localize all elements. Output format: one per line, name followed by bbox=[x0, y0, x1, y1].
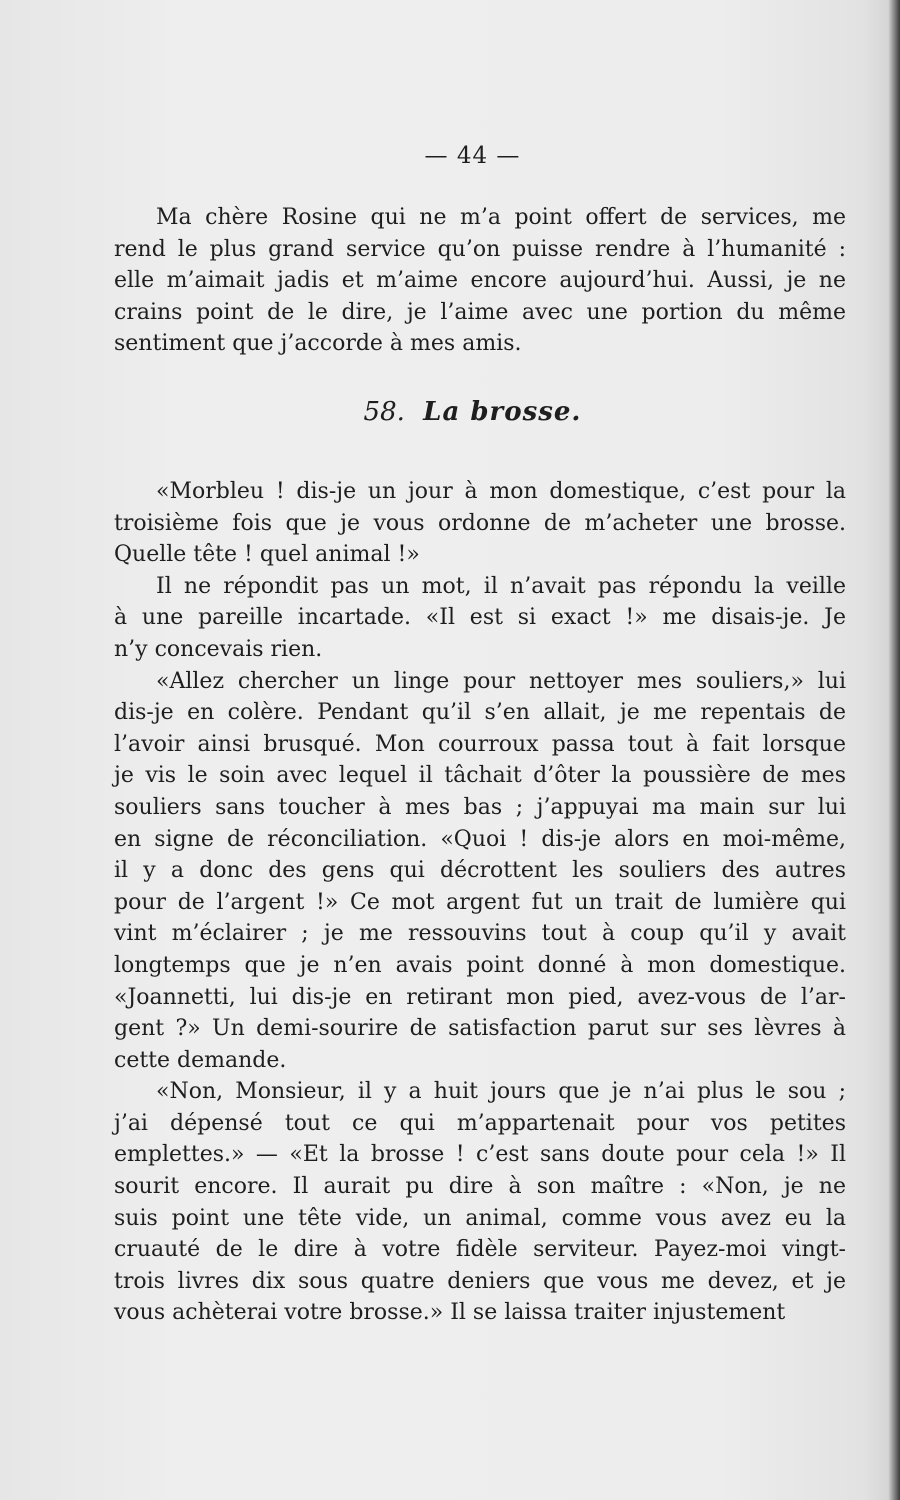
paragraph bbox=[114, 476, 846, 571]
text-line: j’ai dépensé tout ce qui m’appartenait pour vos petites bbox=[114, 1110, 846, 1136]
paragraph bbox=[114, 1076, 846, 1329]
section-title: La brosse. bbox=[423, 397, 582, 427]
paragraph bbox=[114, 202, 846, 360]
text-line: cette demande. bbox=[114, 1047, 287, 1073]
text-line: l’avoir ainsi brusqué. Mon courroux passa tout à fait lorsque bbox=[114, 731, 846, 757]
text-line: il y a donc des gens qui décrottent les souliers des autres bbox=[114, 858, 846, 884]
page-spine-edge bbox=[888, 0, 900, 1500]
text-line: vous achèterai votre brosse.» Il se laissa traiter injustement bbox=[114, 1300, 786, 1326]
text-line: Il ne répondit pas un mot, il n’avait pas répondu la veille bbox=[156, 573, 846, 599]
opening-paragraph bbox=[114, 202, 846, 360]
text-line: suis point une tête vide, un animal, comme vous avez eu la bbox=[114, 1205, 846, 1231]
text-line: vint m’éclairer ; je me ressouvins tout à coup qu’il y avait bbox=[114, 921, 846, 947]
text-line: elle m’aimait jadis et m’aime encore aujourd’hui. Aussi, je ne bbox=[114, 268, 846, 294]
text-line: sentiment que j’accorde à mes amis. bbox=[114, 331, 522, 357]
section-heading bbox=[0, 397, 900, 427]
section-body bbox=[114, 476, 846, 1329]
text-line: cruauté de le dire à votre fidèle serviteur. Payez-moi vingt- bbox=[114, 1237, 846, 1263]
text-line: dis-je en colère. Pendant qu’il s’en allait, je me repentais de bbox=[114, 700, 846, 726]
text-line: rend le plus grand service qu’on puisse rendre à l’humanité : bbox=[114, 236, 846, 262]
text-line: troisième fois que je vous ordonne de m’acheter une brosse. bbox=[114, 510, 846, 536]
text-line: emplettes.» — «Et la brosse ! c’est sans doute pour cela !» Il bbox=[114, 1142, 846, 1168]
text-line: «Morbleu ! dis-je un jour à mon domestique, c’est pour la bbox=[156, 479, 846, 504]
text-line: «Non, Monsieur, il y a huit jours que je n’ai plus le sou ; bbox=[156, 1079, 846, 1105]
text-line: crains point de le dire, je l’aime avec une portion du même bbox=[114, 299, 846, 325]
text-line: à une pareille incartade. «Il est si exact !» me disais-je. Je bbox=[114, 605, 846, 631]
text-line: trois livres dix sous quatre deniers que vous me devez, et je bbox=[114, 1268, 846, 1294]
text-line: sourit encore. Il aurait pu dire à son maître : «Non, je ne bbox=[114, 1174, 846, 1200]
text-line: Quelle tête ! quel animal !» bbox=[114, 542, 420, 568]
section-number: 58. bbox=[363, 397, 405, 427]
text-line: n’y concevais rien. bbox=[114, 636, 323, 662]
text-line: gent ?» Un demi-sourire de satisfaction parut sur ses lèvres à bbox=[114, 1016, 846, 1042]
page-number: — 44 — bbox=[424, 143, 521, 169]
text-line: Ma chère Rosine qui ne m’a point offert de services, me bbox=[156, 205, 846, 230]
paragraph bbox=[114, 571, 846, 666]
text-line: «Allez chercher un linge pour nettoyer mes souliers,» lui bbox=[156, 668, 846, 694]
text-line: «Joannetti, lui dis-je en retirant mon pied, avez-vous de l’ar- bbox=[114, 984, 846, 1010]
text-line: longtemps que je n’en avais point donné à mon domestique. bbox=[114, 952, 846, 978]
text-line: pour de l’argent !» Ce mot argent fut un trait de lumière qui bbox=[114, 889, 846, 915]
text-line: je vis le soin avec lequel il tâchait d’ôter la poussière de mes bbox=[114, 763, 846, 789]
text-line: en signe de réconciliation. «Quoi ! dis-je alors en moi-même, bbox=[114, 826, 846, 852]
text-line: souliers sans toucher à mes bas ; j’appuyai ma main sur lui bbox=[114, 794, 846, 820]
paragraph bbox=[114, 666, 846, 1077]
